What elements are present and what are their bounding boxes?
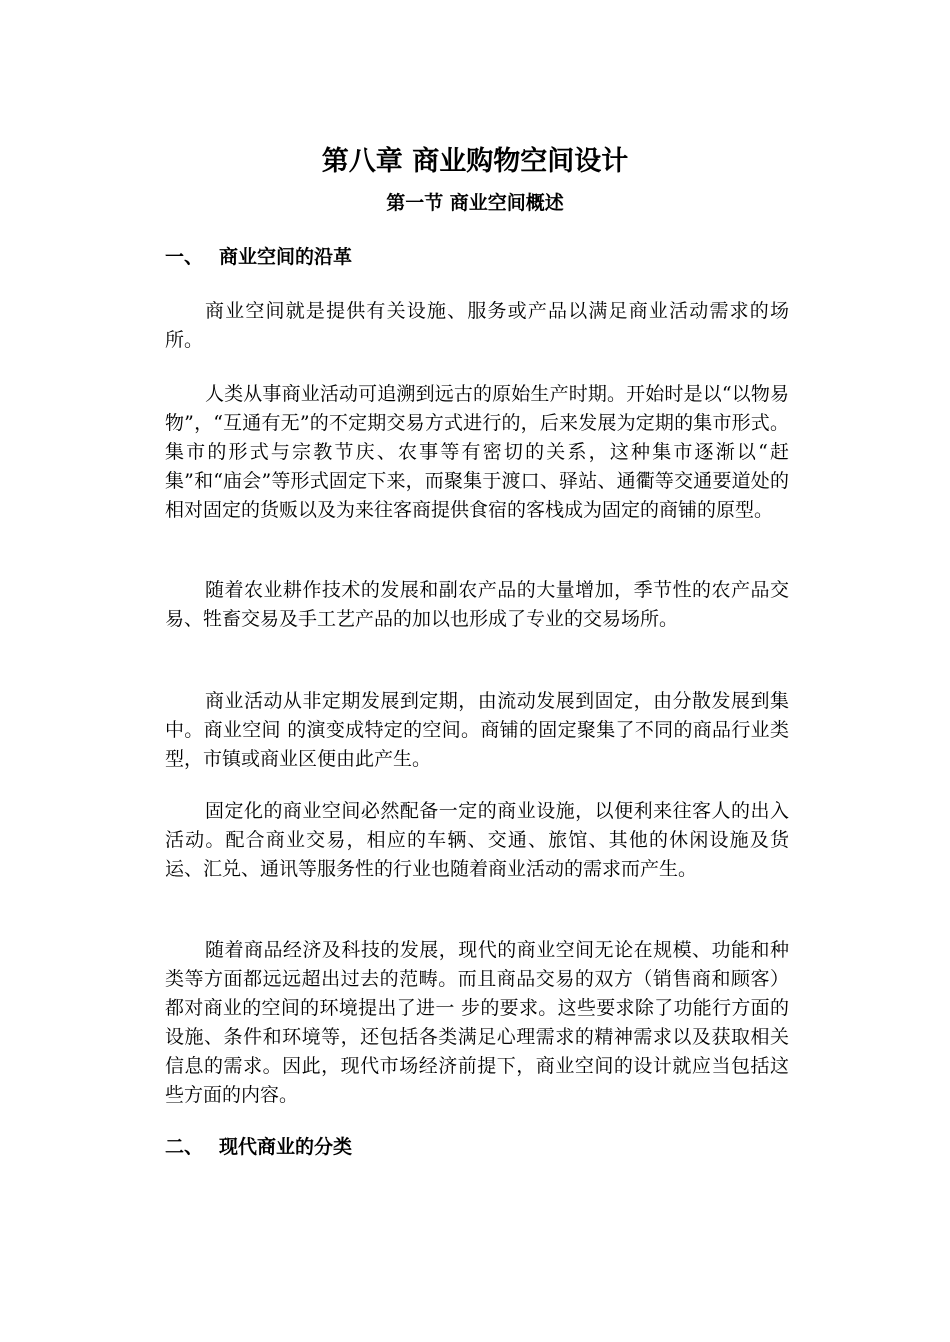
paragraph-4: 商业活动从非定期发展到定期，由流动发展到固定，由分散发展到集中。商业空间 的演变成特定的空间。商铺的固定聚集了不同的商品行业类型，市镇或商业区便由此产生。 <box>165 690 789 770</box>
heading-number: 一、 <box>165 246 204 268</box>
heading-text: 现代商业的分类 <box>219 1136 353 1158</box>
heading-history <box>165 242 352 272</box>
paragraph-6: 随着商品经济及科技的发展，现代的商业空间无论在规模、功能和种类等方面都远远超出过去的范畴。而且商品交易的双方（销售商和顾客）都对商业的空间的环境提出了进一 步的要求。这些要求除了功能行方面的设施、条件和环境等，还包括各类满足心理需求的精神需求以及获取相关信息的需求。因此，现代市场经济前提下，商业空间的设计就应当包括这些方面的内容。 <box>165 939 789 1106</box>
chapter-title: 第八章 商业购物空间设计 <box>321 146 629 177</box>
paragraph-3: 随着农业耕作技术的发展和副农产品的大量增加，季节性的农产品交易、牲畜交易及手工艺产品的加以也形成了专业的交易场所。 <box>165 579 789 630</box>
section-title: 第一节 商业空间概述 <box>386 192 564 214</box>
paragraph-1: 商业空间就是提供有关设施、服务或产品以满足商业活动需求的场所。 <box>165 300 789 351</box>
paragraph-5: 固定化的商业空间必然配备一定的商业设施，以便利来往客人的出入活动。配合商业交易，相应的车辆、交通、旅馆、其他的休闲设施及货运、汇兑、通讯等服务性的行业也随着商业活动的需求而产生。 <box>165 800 789 880</box>
heading-number: 二、 <box>165 1136 204 1158</box>
paragraph-2: 人类从事商业活动可追溯到远古的原始生产时期。开始时是以“以物易物”，“互通有无”的不定期交易方式进行的，后来发展为定期的集市形式。集市的形式与宗教节庆、农事等有密切的关系，这种集市逐渐以“赶集”和“庙会”等形式固定下来，而聚集于渡口、驿站、通衢等交通要道处的相对固定的货贩以及为来往客商提供食宿的客栈成为固定的商铺的原型。 <box>165 383 789 521</box>
heading-text: 商业空间的沿革 <box>219 246 353 268</box>
heading-classification <box>165 1132 352 1162</box>
